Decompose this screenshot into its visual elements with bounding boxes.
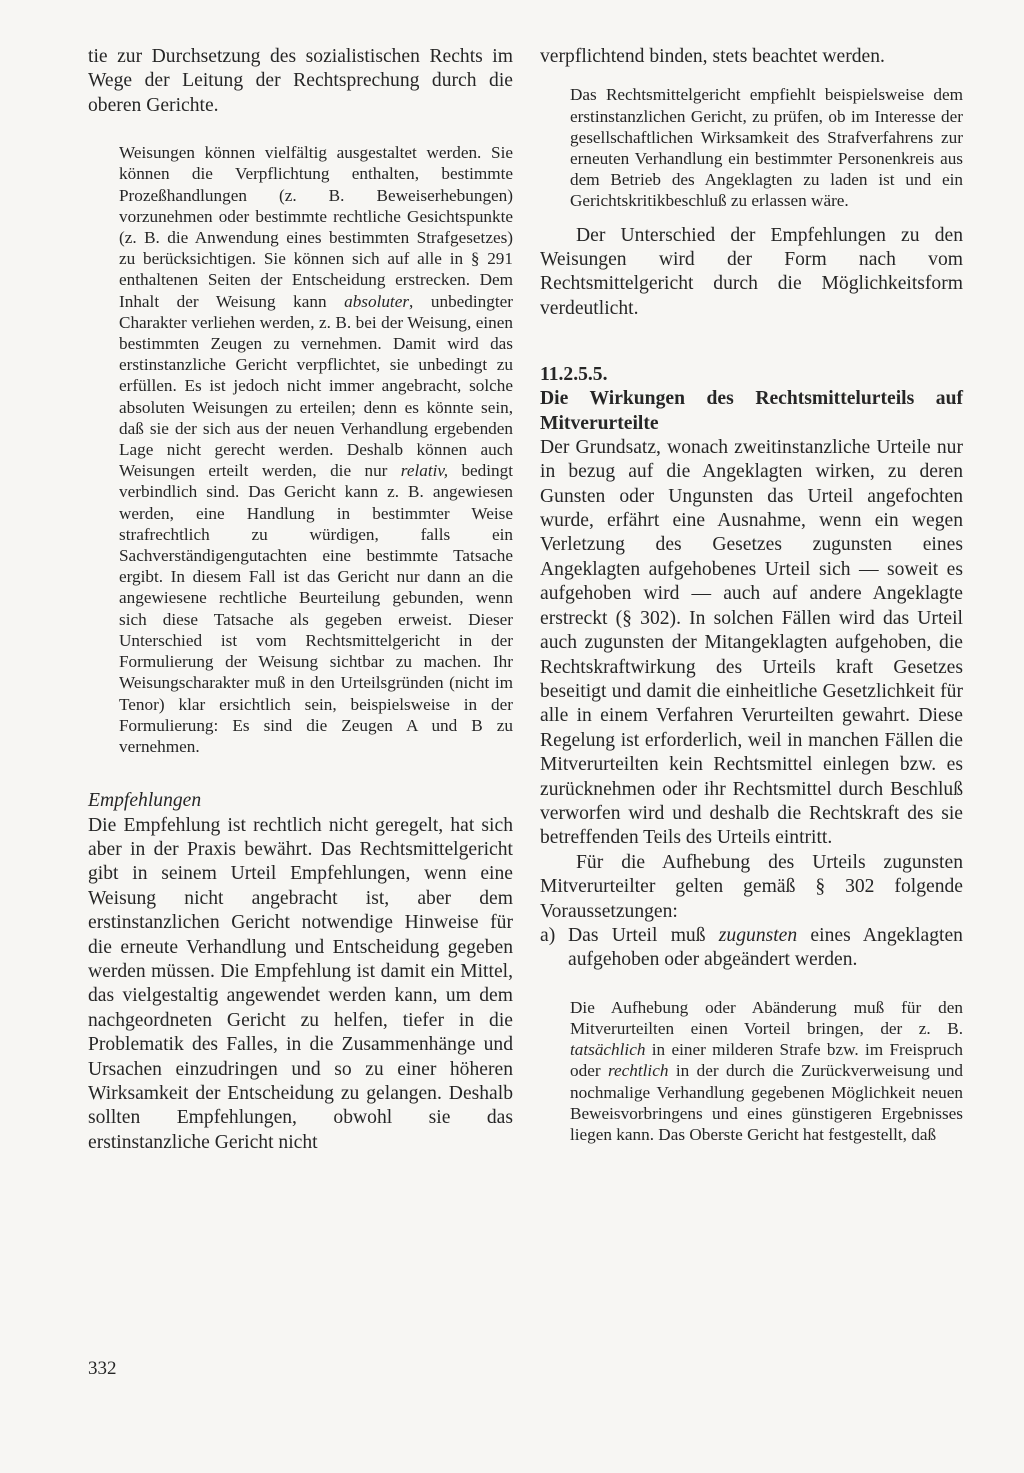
emphasis-relativ: relativ,: [400, 461, 449, 481]
weisungen-inset-paragraph: [88, 142, 513, 757]
section-number: 11.2.5.5.: [540, 364, 608, 386]
section-heading-empfehlungen: Empfehlungen: [88, 790, 202, 812]
right-paragraph-3: Der Grundsatz, wonach zweitinstanzliche Urteile nur in bezug auf die Angeklagten wirken, zu deren Gunsten oder Ungunsten das Urteil angefochten wurde, erfährt eine Ausnahme, wenn ein wegen Verletzung des Gesetzes zugunsten eines Angeklagten aufgehobenes Urteil sich — soweit es aufgehoben wird — auch auf andere Angeklagte erstreckt (§ 302). In solchen Fällen wird das Urteil auch zugunsten der Mitangeklagten aufgehoben, die Rechtskraftwirkung des Urteils kraft Gesetzes beseitigt und damit die einheitliche Gesetzlichkeit für alle in einem Verfahren Verurteilten gewahrt. Diese Regelung ist erforderlich, weil in manchen Fällen die Mitverurteilten kein Rechtsmittel einlegen bzw. es zurücknehmen oder ihr Rechtsmittel durch Beschluß verworfen wird und deshalb die Rechtskraft des sie betreffenden Teils des Urteils eintritt.: [540, 436, 963, 849]
section-title: Die Wirkungen des Rechtsmittelurteils auf Mitverurteilte: [540, 388, 963, 434]
right-column: [540, 0, 963, 1145]
empfehlungen-paragraph: Die Empfehlung ist rechtlich nicht geregelt, hat sich aber in der Praxis bewährt. Das Rechtsmittelgericht gibt in seinem Urteil Empfehlungen, wenn eine Weisung nicht angebracht ist, aber dem erstinstanzlichen Gericht notwendige Hinweise für die erneute Verhandlung und Entscheidung gegeben werden müssen. Die Empfehlung ist damit ein Mittel, das vielgestaltig angewendet werden kann, um dem nachgeordneten Gericht zu helfen, tiefer in die Problematik des Falles, in die Zusammenhänge und Ursachen einzudringen und so zu einer höheren Wirksamkeit der Entscheidung zu gelangen. Deshalb sollten Empfehlungen, obwohl sie das erstinstanzliche Gericht nicht: [88, 814, 513, 1153]
emphasis-zugunsten: zugunsten: [718, 924, 798, 946]
right-paragraph-4: Für die Aufhebung des Urteils zugunsten Mitverurteilter gelten gemäß § 302 folgende Voraussetzungen:: [540, 851, 963, 922]
emphasis-rechtlich: rechtlich: [607, 1061, 669, 1081]
aufhebung-text-2: in einer milderen Strafe bzw. im Freispruch oder: [570, 1040, 963, 1081]
aufhebung-inset-paragraph: [540, 997, 963, 1145]
list-a-text-2: eines Angeklagten aufgehoben oder abgeändert werden.: [568, 924, 963, 971]
page-number: 332: [88, 1358, 117, 1379]
right-paragraph-2: Der Unterschied der Empfehlungen zu den Weisungen wird der Form nach vom Rechtsmittelgericht durch die Möglichkeitsform verdeutlicht.: [540, 224, 963, 319]
empfehlung-example-inset: Das Rechtsmittelgericht empfiehlt beispielsweise dem erstinstanzlichen Gericht, zu prüfen, ob im Interesse der gesellschaftlichen Wirksamkeit des Strafverfahrens zur erneuten Verhandlung ein bestimmter Personenkreis aus dem Betrieb des Angeklagten zu laden ist und ein Gerichtskritikbeschluß zu erlassen wäre.: [570, 85, 963, 211]
weisungen-text-b: , unbedingter Charakter verliehen werden, z. B. bei der Weisung, einen bestimmten Zeugen zu vernehmen. Damit wird das erstinstanzliche Gericht verpflichtet, sie unbedingt zu erfüllen. Es ist jedoch nicht immer angebracht, solche absoluten Weisungen zu erteilen; denn es könnte sein, daß sie der sich aus der neuen Verhandlung ergebenden Lage nicht gerecht werden. Deshalb können auch Weisungen erteilt werden, die nur: [119, 291, 513, 481]
emphasis-tatsaechlich: tatsächlich: [570, 1040, 646, 1060]
weisungen-text-a: Weisungen können vielfältig ausgestaltet werden. Sie können die Verpflichtung enthalten, bestimmte Prozeßhandlungen (z. B. Beweiserhebungen) vorzunehmen oder bestimmte rechtliche Gesichtspunkte (z. B. die Anwendung eines bestimmten Strafgesetzes) zu berücksichtigen. Sie können sich auf alle in § 291 enthaltenen Seiten der Entscheidung erstrecken. Dem Inhalt der Weisung kann: [119, 143, 513, 311]
aufhebung-text-1: Die Aufhebung oder Abänderung muß für den Mitverurteilten einen Vorteil bringen, der z. B.: [570, 997, 963, 1038]
list-item-a-text: [568, 924, 963, 973]
aufhebung-text-3: in der durch die Zurückverweisung und nochmalige Verhandlung gegebenen Möglichkeit neuen Beweisvorbringens und eines günstigeren Ergebnisses liegen kann. Das Oberste Gericht hat festgestellt, daß: [570, 1061, 964, 1145]
weisungen-text-c: bedingt verbindlich sind. Das Gericht kann z. B. angewiesen werden, eine Handlung in bestimmter Weise strafrechtlich zu würdigen, falls ein Sachverständigengutachten eine bestimmte Tatsache ergibt. In diesem Fall ist das Gericht nur dann an die angewiesene rechtliche Beurteilung gebunden, wenn sich diese Tatsache als gegeben erweist. Dieser Unterschied ist vom Rechtsmittelgericht in der Formulierung der Weisung sichtbar zu machen. Ihr Weisungscharakter muß in den Urteilsgründen (nicht im Tenor) klar ersichtlich sein, beispielsweise in der Formulierung: Es sind die Zeugen A und B zu vernehmen.: [119, 461, 513, 756]
left-column: [88, 0, 513, 1155]
list-marker-a: a): [540, 924, 556, 946]
left-paragraph-1: tie zur Durchsetzung des sozialistischen Rechts im Wege der Leitung der Rechtsprechung durch die oberen Gerichte.: [88, 46, 513, 116]
right-paragraph-1: verpflichtend binden, stets beachtet werden.: [540, 46, 885, 67]
emphasis-absoluter: absoluter: [344, 291, 410, 311]
list-a-text-1: Das Urteil muß: [568, 924, 719, 946]
list-item-a: [540, 924, 963, 973]
